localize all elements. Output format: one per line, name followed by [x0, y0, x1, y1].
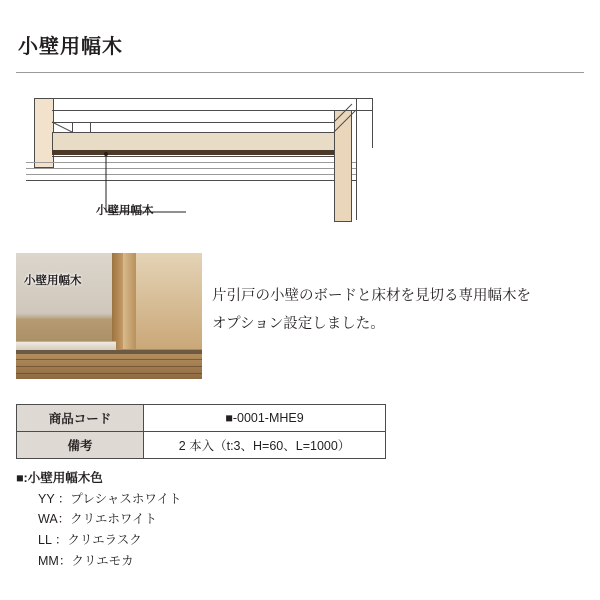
technical-drawing: [16, 88, 416, 238]
description-text: [212, 283, 582, 338]
spec-row-header-0: 商品コード: [17, 405, 144, 432]
photo-door-panel: [136, 253, 202, 349]
legend-item-1: WA：クリエホワイト: [38, 512, 158, 527]
spec-row-header-1: 備考: [17, 432, 144, 459]
page-title: 小壁用幅木: [18, 36, 123, 58]
title-divider: [16, 72, 584, 73]
legend-item-2: LL ：クリエラスク: [38, 532, 142, 547]
photo-door-edge-a: [112, 253, 123, 349]
table-row: [17, 405, 386, 432]
spec-row-value-0: ■-0001-MHE9: [144, 405, 386, 432]
color-legend: [16, 468, 182, 571]
spec-row-value-1: 2 本入（t:3、H=60、L=1000）: [144, 432, 386, 459]
spec-table: [16, 404, 386, 459]
drawing-leader-line: [16, 88, 416, 238]
legend-item-3: MM：クリエモカ: [38, 553, 134, 568]
photo-caption-label: 小壁用幅木: [24, 275, 82, 287]
drawing-callout-label: 小壁用幅木: [96, 205, 154, 217]
legend-item-0: YY ：プレシャスホワイト: [38, 491, 182, 506]
photo-floor-line-2: [16, 366, 202, 367]
description-line-2: オプション設定しました。: [212, 315, 385, 332]
description-line-1: 片引戸の小壁のボードと床材を見切る専用幅木を: [212, 288, 531, 304]
photo-floor-line-3: [16, 373, 202, 374]
legend-title: ■:小壁用幅木色: [16, 471, 103, 485]
photo-floor-line-1: [16, 359, 202, 360]
table-row: [17, 432, 386, 459]
photo-door-edge-b: [123, 253, 136, 349]
